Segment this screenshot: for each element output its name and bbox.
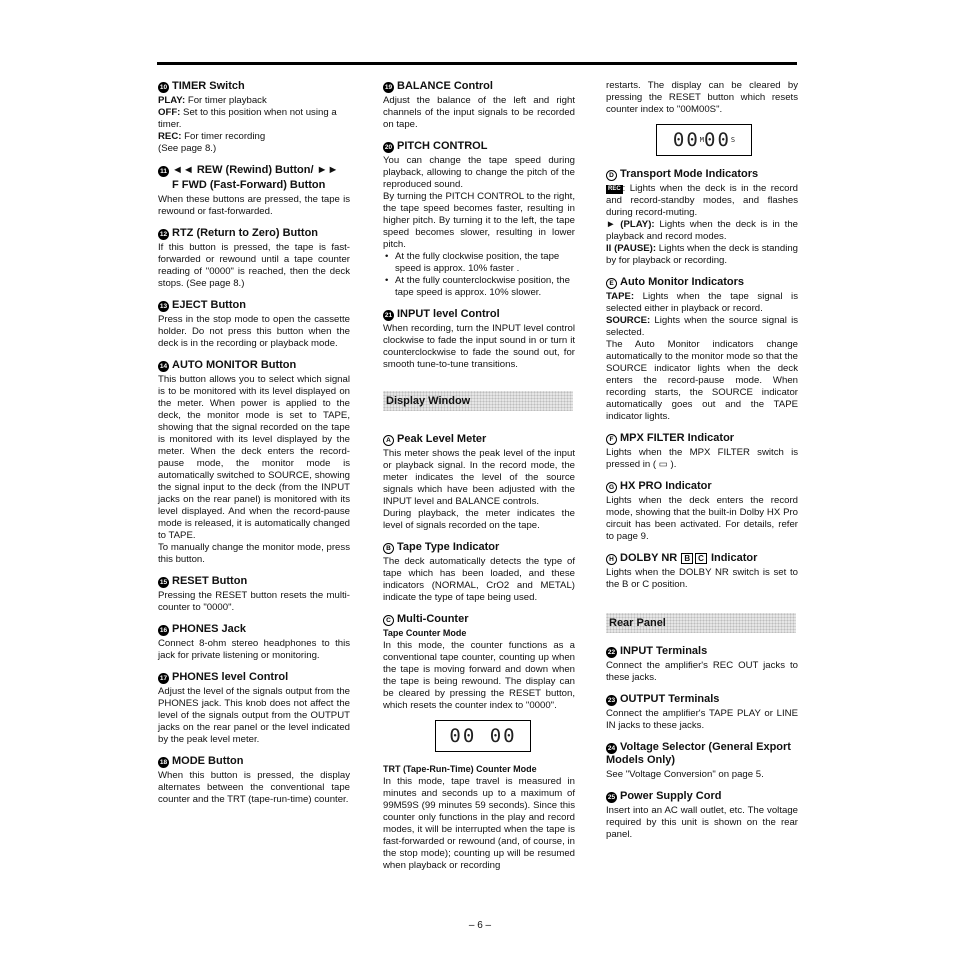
section-voltage-selector: 24 Voltage Selector (General Export Models Only) See "Voltage Conversion" on page 5. (606, 741, 798, 781)
section-tape-type-indicator: B Tape Type Indicator The deck automatically detects the type of tape which has been loaded, and these indicators (NORMAL, CrO2 and METAL) indicate the type of tape being used. (383, 541, 575, 603)
list-item: • At the fully clockwise position, the tape speed is approx. 10% faster . (383, 251, 575, 275)
item-number-badge: 21 (384, 312, 393, 319)
heading-phones-level: 17 PHONES level Control (159, 671, 289, 683)
heading-mode: 18 MODE Button (159, 755, 244, 767)
heading-auto-monitor-indicators: E Auto Monitor Indicators (606, 276, 798, 289)
section-mode-button: 18 MODE Button When this button is pressed, the display alternates between the conventional tape counter and the TRT (tape-run-time) counter. (158, 755, 350, 805)
section-mpx-filter-indicator: F MPX FILTER Indicator Lights when the MPX FILTER switch is pressed in ( ▭ ). (606, 432, 798, 470)
heading-dolby-nr: H DOLBY NR B C Indicator (606, 552, 798, 565)
pause-icon: II (PAUSE): (606, 243, 657, 254)
section-multi-counter: C Multi-Counter Tape Counter Mode In this mode, the counter functions as a conventional tape counter, counting up when the tape is moving forward and down when the tape is being rewound. The display can be cleared by pressing the RESET button, which resets the counter index to "0000". 00 00 TRT (Tape-Run-Time) Counter Mode In this mode, tape travel is measured in minutes and seconds up to a maximum of 99M59S (99 minutes 59 seconds). Since this counter only functions in the play and record modes, it will be interrupted when the tape is fast-forwarded or rewound (and, of course, in the stop mode); counting up will be resumed when playback or recording (383, 613, 575, 871)
heading-eject: 13 EJECT Button (159, 299, 246, 311)
item-number-badge: 19 (384, 84, 393, 91)
section-hx-pro-indicator: G HX PRO Indicator Lights when the deck enters the record mode, showing that the built-in Dolby HX Pro circuit has been activated. For details, refer to page 9. (606, 480, 798, 542)
heading-input-terminals: 22 INPUT Terminals (607, 645, 708, 657)
section-output-terminals: 23 OUTPUT Terminals Connect the amplifier's TAPE PLAY or LINE IN jacks to these jacks. (606, 693, 798, 731)
heading-timer-switch: 10 TIMER Switch (159, 80, 245, 92)
heading-transport-mode: D Transport Mode Indicators (606, 168, 798, 181)
section-timer-switch: 10 TIMER Switch PLAY: For timer playback OFF: Set to this position when not using a timer. REC: For timer recording (See page 8.) (158, 80, 350, 155)
heading-rew-ffwd: 11 ◄◄ REW (Rewind) Button/ ►► (158, 164, 350, 177)
item-number-badge: 24 (607, 745, 616, 752)
section-input-level-control: 21 INPUT level Control When recording, turn the INPUT level control clockwise to fade the input sound in or turn it counterclockwise to fade the sound out, for smooth tune-to-tune transitions. (383, 308, 575, 370)
list-item: • At the fully counterclockwise position, the tape speed is approx. 10% slower. (383, 275, 575, 299)
heading-balance: 19 BALANCE Control (384, 80, 493, 92)
section-pitch-control: 20 PITCH CONTROL You can change the tape speed during playback, allowing to change the pitch of the reproduced sound. By turning the PITCH CONTROL to the right, the tape speed becomes faster, resulting in higher pitch. By turning it to the left, the tape speed becomes slower, resulting in lower pitch. • At the fully clockwise position, the tape speed is approx. 10% faster . • At the fully counterclockwise position, the tape speed is approx. 10% slower. (383, 140, 575, 299)
top-rule (157, 62, 797, 65)
rear-panel-band: Rear Panel (606, 613, 796, 633)
heading-output-terminals: 23 OUTPUT Terminals (607, 693, 720, 705)
section-reset-button: 15 RESET Button Pressing the RESET button resets the multi-counter to "0000". (158, 575, 350, 613)
section-balance-control: 19 BALANCE Control Adjust the balance of the left and right channels of the input signals to be recorded on tape. (383, 80, 575, 130)
heading-hx-pro: G HX PRO Indicator (606, 480, 798, 493)
item-number-badge: 14 (159, 363, 168, 370)
heading-tape-type: B Tape Type Indicator (383, 541, 575, 554)
item-letter-badge: D (606, 170, 617, 181)
item-number-badge: 20 (384, 144, 393, 151)
pitch-bullet-list (383, 251, 575, 299)
item-number-badge: 12 (159, 231, 168, 238)
item-letter-badge: H (606, 554, 617, 565)
column-1 (158, 80, 350, 815)
section-transport-mode-indicators: D Transport Mode Indicators REC : Lights when the deck is in the record and record-standby modes, and flashes during record-muting. ► (PLAY): Lights when the deck is in the playback and record modes. II (PAUSE): Lights when the deck is standing by for playback or recording. (606, 168, 798, 266)
heading-peak-level: A Peak Level Meter (383, 433, 575, 446)
section-phones-jack: 16 PHONES Jack Connect 8-ohm stereo headphones to this jack for private listening or monitoring. (158, 623, 350, 661)
heading-voltage-selector: 24 Voltage Selector (General Export Models Only) (606, 741, 791, 766)
display-window-band: Display Window (383, 391, 573, 411)
section-dolby-nr-indicator: H DOLBY NR B C Indicator Lights when the DOLBY NR switch is set to the B or C position. (606, 552, 798, 590)
section-rew-ffwd-button: 11 ◄◄ REW (Rewind) Button/ ►► F FWD (Fast-Forward) Button When these buttons are pressed, the tape is rewound or fast-forwarded. (158, 164, 350, 217)
heading-power-supply: 25 Power Supply Cord (607, 790, 722, 802)
item-number-badge: 23 (607, 697, 616, 704)
section-rtz-button: 12 RTZ (Return to Zero) Button If this button is pressed, the tape is fast-forwarded or rewound until a tape counter reading of "0000" is reached, then the deck stops. (See page 8.) (158, 227, 350, 289)
item-number-badge: 15 (159, 579, 168, 586)
heading-phones-jack: 16 PHONES Jack (159, 623, 246, 635)
section-eject-button: 13 EJECT Button Press in the stop mode to open the cassette holder. Do not press this button when the deck is in the recording or playback mode. (158, 299, 350, 349)
section-trt-continued: restarts. The display can be cleared by pressing the RESET button which resets counter index to "00M00S". 00 M 00 S (606, 80, 798, 156)
section-auto-monitor-button: 14 AUTO MONITOR Button This button allows you to select which signal is to be monitored with its level displayed on the meter. When power is applied to the deck, the monitor mode is set to TAPE, showing that the signal recorded on the tape is monitored with its level displayed by the meter. When the deck enters the record-pause mode, the monitor mode is automatically switched to SOURCE, showing the signal input to the deck (from the INPUT jacks on the rear panel) is monitored with its level displayed. And when the record-pause mode is released, it is automatically changed to TAPE. To manually change the monitor mode, press this button. (158, 359, 350, 565)
page-number: – 6 – (468, 920, 492, 931)
item-number-badge: 18 (159, 759, 168, 766)
item-number-badge: 25 (607, 794, 616, 801)
heading-auto-monitor: 14 AUTO MONITOR Button (159, 359, 297, 371)
item-letter-badge: F (606, 434, 617, 445)
item-letter-badge: G (606, 482, 617, 493)
section-auto-monitor-indicators: E Auto Monitor Indicators TAPE: Lights when the tape signal is selected either in playback or record. SOURCE: Lights when the source signal is selected. The Auto Monitor indicators change automatically to the monitor mode so that the SOURCE indicator lights when the deck enters the record-pause mode. When recording starts, the SOURCE indicator automatically goes out and the TAPE indicator lights. (606, 276, 798, 422)
heading-multi-counter: C Multi-Counter (383, 613, 575, 626)
section-power-supply-cord: 25 Power Supply Cord Insert into an AC wall outlet, etc. The voltage required by this unit is shown on the rear panel. (606, 790, 798, 840)
heading-rtz: 12 RTZ (Return to Zero) Button (159, 227, 319, 239)
section-peak-level-meter: A Peak Level Meter This meter shows the peak level of the input or playback signal. In the record mode, the meter indicates the level of the source signals which have been adjusted with the INPUT level and BALANCE controls. During playback, the meter indicates the level of signals recorded on the tape. (383, 433, 575, 531)
item-number-badge: 13 (159, 303, 168, 310)
heading-pitch: 20 PITCH CONTROL (384, 140, 488, 152)
item-letter-badge: A (383, 435, 394, 446)
item-letter-badge: B (383, 543, 394, 554)
trt-lcd-display: 00 M 00 S (656, 124, 752, 156)
section-input-terminals: 22 INPUT Terminals Connect the amplifier's REC OUT jacks to these jacks. (606, 645, 798, 683)
counter-lcd-display: 00 00 (435, 720, 531, 752)
heading-mpx-filter: F MPX FILTER Indicator (606, 432, 798, 445)
rec-indicator-icon: REC (608, 186, 621, 192)
item-number-badge: 17 (159, 675, 168, 682)
item-number-badge: 16 (159, 627, 168, 634)
section-phones-level-control: 17 PHONES level Control Adjust the level of the signals output from the PHONES jack. This knob does not affect the level of the signals output from the OUTPUT jacks on the rear panel or the level indicated by the peak level meter. (158, 671, 350, 745)
item-number-badge: 11 (158, 166, 169, 177)
item-letter-badge: E (606, 278, 617, 289)
column-3 (606, 80, 798, 850)
column-2 (383, 80, 575, 881)
item-letter-badge: C (383, 615, 394, 626)
heading-input-level: 21 INPUT level Control (384, 308, 500, 320)
heading-reset: 15 RESET Button (159, 575, 248, 587)
play-icon: ► (PLAY): (606, 219, 655, 230)
item-number-badge: 10 (159, 84, 168, 91)
item-number-badge: 22 (607, 649, 616, 656)
